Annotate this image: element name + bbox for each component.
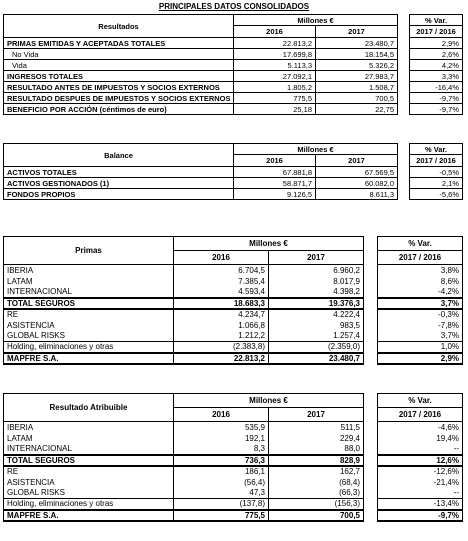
row-label: ACTIVOS GESTIONADOS (1) <box>4 178 234 189</box>
var-header: % Var. <box>410 15 463 26</box>
value-2017: 229,4 <box>269 433 364 444</box>
value-2017: 162,7 <box>269 466 364 477</box>
row-label: INTERNACIONAL <box>4 444 174 455</box>
value-2017: 4.398,2 <box>269 287 364 298</box>
value-2016: 775,5 <box>234 93 316 104</box>
value-var: 2,6% <box>410 49 463 60</box>
value-2017: 4.222,4 <box>269 309 364 320</box>
value-2017: 700,5 <box>269 510 364 521</box>
value-2017: 88,0 <box>269 444 364 455</box>
balance-header: Balance <box>4 144 234 167</box>
value-var: -0,5% <box>410 167 463 178</box>
row-label: MAPFRE S.A. <box>4 353 174 364</box>
value-2017: (2.359,0) <box>269 342 364 353</box>
year-2016-header: 2016 <box>174 251 269 265</box>
value-var: -9,7% <box>378 510 463 521</box>
value-2017: 511,5 <box>269 422 364 433</box>
value-2016: 192,1 <box>174 433 269 444</box>
value-2017: 8.017,9 <box>269 276 364 287</box>
value-var: 4,2% <box>410 60 463 71</box>
value-var: 3,7% <box>378 298 463 309</box>
value-var: 1,0% <box>378 342 463 353</box>
value-var: -7,8% <box>378 320 463 331</box>
value-2016: 8,3 <box>174 444 269 455</box>
value-2016: 535,9 <box>174 422 269 433</box>
row-label: ASISTENCIA <box>4 477 174 488</box>
resultado-atribuible-table <box>3 393 463 522</box>
year-2016-header: 2016 <box>234 26 316 38</box>
value-2016: 6.704,5 <box>174 265 269 276</box>
row-label: IBERIA <box>4 422 174 433</box>
value-var: 3,8% <box>378 265 463 276</box>
value-2016: 186,1 <box>174 466 269 477</box>
row-label: Vida <box>4 60 234 71</box>
value-var: -4,2% <box>378 287 463 298</box>
row-label: Holding, eliminaciones y otras <box>4 342 174 353</box>
value-var: -- <box>378 488 463 499</box>
value-2016: 22.813,2 <box>234 38 316 49</box>
row-label: IBERIA <box>4 265 174 276</box>
value-var: 8,6% <box>378 276 463 287</box>
value-2017: (156,3) <box>269 499 364 510</box>
var-header: % Var. <box>378 237 463 251</box>
value-var: 19,4% <box>378 433 463 444</box>
resultado-atribuible-header: Resultado Atribuible <box>4 394 174 422</box>
value-2017: 27.983,7 <box>316 71 398 82</box>
row-label: TOTAL SEGUROS <box>4 455 174 466</box>
resultados-header: Resultados <box>4 15 234 38</box>
value-2017: 22,75 <box>316 104 398 115</box>
row-label: Holding, eliminaciones y otras <box>4 499 174 510</box>
row-label: LATAM <box>4 433 174 444</box>
value-var: -4,6% <box>378 422 463 433</box>
value-2017: 828,9 <box>269 455 364 466</box>
value-var: -9,7% <box>410 104 463 115</box>
value-2016: 1.066,8 <box>174 320 269 331</box>
value-var: -5,6% <box>410 189 463 200</box>
value-2016: 22.813,2 <box>174 353 269 364</box>
value-2016: 775,5 <box>174 510 269 521</box>
row-label: GLOBAL RISKS <box>4 488 174 499</box>
year-2016-header: 2016 <box>234 155 316 167</box>
value-2017: 8.611,3 <box>316 189 398 200</box>
value-2017: (68,4) <box>269 477 364 488</box>
var-period-header: 2017 / 2016 <box>410 155 463 167</box>
value-2017: 700,5 <box>316 93 398 104</box>
units-header: Millones € <box>234 15 398 26</box>
value-2016: 5.113,3 <box>234 60 316 71</box>
row-label: LATAM <box>4 276 174 287</box>
value-var: -- <box>378 444 463 455</box>
value-2016: 4.234,7 <box>174 309 269 320</box>
value-2017: 1.508,7 <box>316 82 398 93</box>
units-header: Millones € <box>174 237 364 251</box>
var-period-header: 2017 / 2016 <box>378 251 463 265</box>
year-2017-header: 2017 <box>316 26 398 38</box>
value-2017: 18.154,5 <box>316 49 398 60</box>
row-label: No Vida <box>4 49 234 60</box>
row-label: MAPFRE S.A. <box>4 510 174 521</box>
row-label: PRIMAS EMITIDAS Y ACEPTADAS TOTALES <box>4 38 234 49</box>
units-header: Millones € <box>234 144 398 155</box>
value-2017: 19.376,3 <box>269 298 364 309</box>
year-2017-header: 2017 <box>269 408 364 422</box>
value-var: 12,6% <box>378 455 463 466</box>
year-2016-header: 2016 <box>174 408 269 422</box>
value-var: -9,7% <box>410 93 463 104</box>
primas-table <box>3 236 463 365</box>
value-2017: 23.480,7 <box>316 38 398 49</box>
value-2017: 983,5 <box>269 320 364 331</box>
value-2016: (137,8) <box>174 499 269 510</box>
page-title: PRINCIPALES DATOS CONSOLIDADOS <box>158 2 310 11</box>
balance-table <box>3 143 463 200</box>
row-label: GLOBAL RISKS <box>4 331 174 342</box>
value-var: -12,6% <box>378 466 463 477</box>
value-2016: 1.805,2 <box>234 82 316 93</box>
value-2016: 736,3 <box>174 455 269 466</box>
units-header: Millones € <box>174 394 364 408</box>
value-2016: 47,3 <box>174 488 269 499</box>
row-label: RE <box>4 466 174 477</box>
value-2016: 7.385,4 <box>174 276 269 287</box>
row-label: INTERNACIONAL <box>4 287 174 298</box>
value-var: 2,1% <box>410 178 463 189</box>
value-var: 3,7% <box>378 331 463 342</box>
value-2016: 67.881,8 <box>234 167 316 178</box>
value-2016: 17.699,8 <box>234 49 316 60</box>
var-header: % Var. <box>410 144 463 155</box>
row-label: ACTIVOS TOTALES <box>4 167 234 178</box>
value-var: -16,4% <box>410 82 463 93</box>
var-header: % Var. <box>378 394 463 408</box>
value-var: 2,9% <box>410 38 463 49</box>
value-2017: 23.480,7 <box>269 353 364 364</box>
row-label: FONDOS PROPIOS <box>4 189 234 200</box>
value-2016: 58.871,7 <box>234 178 316 189</box>
value-var: 3,3% <box>410 71 463 82</box>
value-2017: 6.960,2 <box>269 265 364 276</box>
value-var: -0,3% <box>378 309 463 320</box>
value-2016: 1.212,2 <box>174 331 269 342</box>
value-2017: 5.326,2 <box>316 60 398 71</box>
row-label: RESULTADO DESPUES DE IMPUESTOS Y SOCIOS EXTERNOS <box>4 93 234 104</box>
var-period-header: 2017 / 2016 <box>410 26 463 38</box>
row-label: ASISTENCIA <box>4 320 174 331</box>
row-label: TOTAL SEGUROS <box>4 298 174 309</box>
value-2016: 9.126,5 <box>234 189 316 200</box>
value-var: -13,4% <box>378 499 463 510</box>
value-2017: 1.257,4 <box>269 331 364 342</box>
value-2016: 4.593,4 <box>174 287 269 298</box>
value-2016: 18.683,3 <box>174 298 269 309</box>
value-2016: 27.092,1 <box>234 71 316 82</box>
row-label: RE <box>4 309 174 320</box>
value-2016: (56,4) <box>174 477 269 488</box>
row-label: BENEFICIO POR ACCIÓN (céntimos de euro) <box>4 104 234 115</box>
resultados-table <box>3 14 463 115</box>
value-2017: 67.569,5 <box>316 167 398 178</box>
value-2016: 25,18 <box>234 104 316 115</box>
row-label: RESULTADO ANTES DE IMPUESTOS Y SOCIOS EXTERNOS <box>4 82 234 93</box>
value-2017: (66,3) <box>269 488 364 499</box>
value-2017: 60.082,0 <box>316 178 398 189</box>
year-2017-header: 2017 <box>269 251 364 265</box>
row-label: INGRESOS TOTALES <box>4 71 234 82</box>
value-2016: (2.383,8) <box>174 342 269 353</box>
value-var: 2,9% <box>378 353 463 364</box>
value-var: -21,4% <box>378 477 463 488</box>
var-period-header: 2017 / 2016 <box>378 408 463 422</box>
primas-header: Primas <box>4 237 174 265</box>
year-2017-header: 2017 <box>316 155 398 167</box>
